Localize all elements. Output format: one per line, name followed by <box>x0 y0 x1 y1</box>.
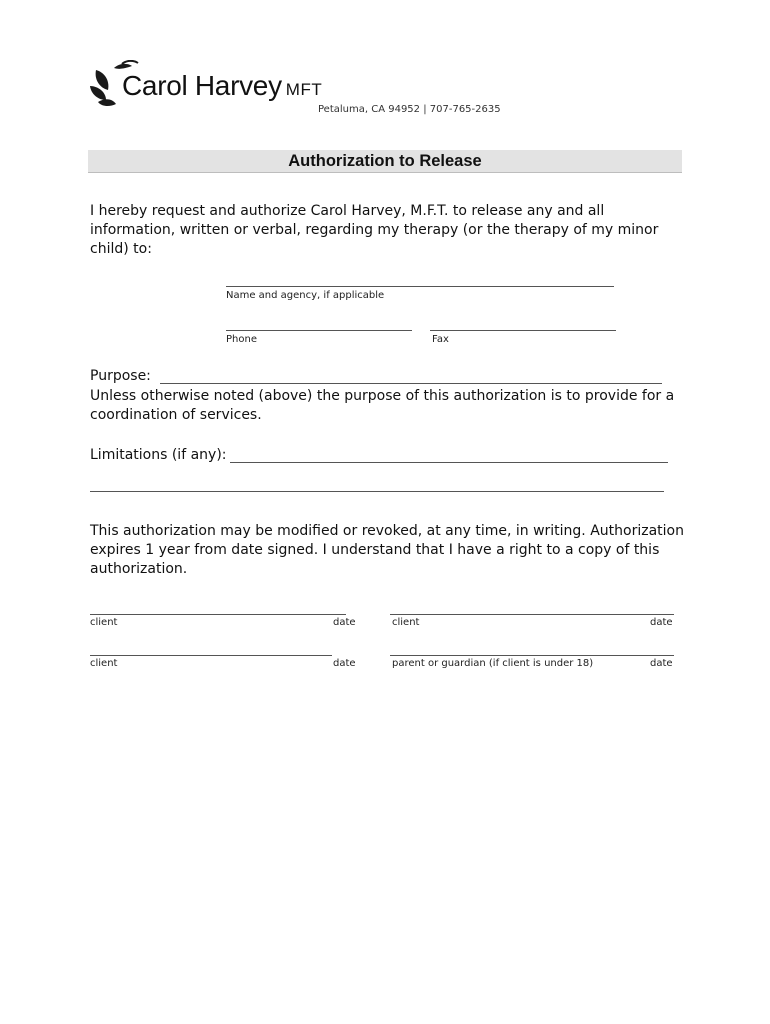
purpose-label: Purpose: <box>90 368 151 384</box>
guardian-signature-line[interactable] <box>390 655 674 656</box>
purpose-note: Unless otherwise noted (above) the purpose of this authorization is to provide for a coordination of services. <box>90 388 675 423</box>
date-caption-4: date <box>650 658 673 669</box>
client-signature-line-3[interactable] <box>90 655 332 656</box>
title-bar <box>88 150 682 173</box>
guardian-caption: parent or guardian (if client is under 18) <box>392 658 594 669</box>
date-caption-3: date <box>333 658 356 669</box>
logo-wordmark <box>122 70 322 102</box>
date-caption-1: date <box>333 617 356 628</box>
client-signature-line-2[interactable] <box>390 614 674 615</box>
fax-caption: Fax <box>432 334 449 345</box>
logo-name: Carol Harvey <box>122 70 282 101</box>
recipient-name-caption: Name and agency, if applicable <box>226 290 385 301</box>
phone-line[interactable] <box>226 330 412 331</box>
purpose-line[interactable] <box>160 383 662 384</box>
client-caption-3: client <box>90 658 118 669</box>
intro-paragraph: I hereby request and authorize Carol Harvey, M.F.T. to release any and all information, written or verbal, regarding my therapy (or the therapy of my minor child) to: <box>90 203 659 257</box>
document-title: Authorization to Release <box>288 152 482 170</box>
client-signature-line-1[interactable] <box>90 614 346 615</box>
recipient-name-line[interactable] <box>226 286 614 287</box>
date-caption-2: date <box>650 617 673 628</box>
revocation-paragraph: This authorization may be modified or revoked, at any time, in writing. Authorization expires 1 year from date signed. I understand that I have a right to a copy of this authorization. <box>90 523 684 577</box>
client-caption-2: client <box>392 617 420 628</box>
practice-address: Petaluma, CA 94952 | 707-765-2635 <box>318 104 501 115</box>
phone-caption: Phone <box>226 334 257 345</box>
logo-suffix: MFT <box>285 80 323 99</box>
limitations-label: Limitations (if any): <box>90 447 227 463</box>
limitations-line-2[interactable] <box>90 491 664 492</box>
limitations-line-1[interactable] <box>230 462 668 463</box>
fax-line[interactable] <box>430 330 616 331</box>
client-caption-1: client <box>90 617 118 628</box>
